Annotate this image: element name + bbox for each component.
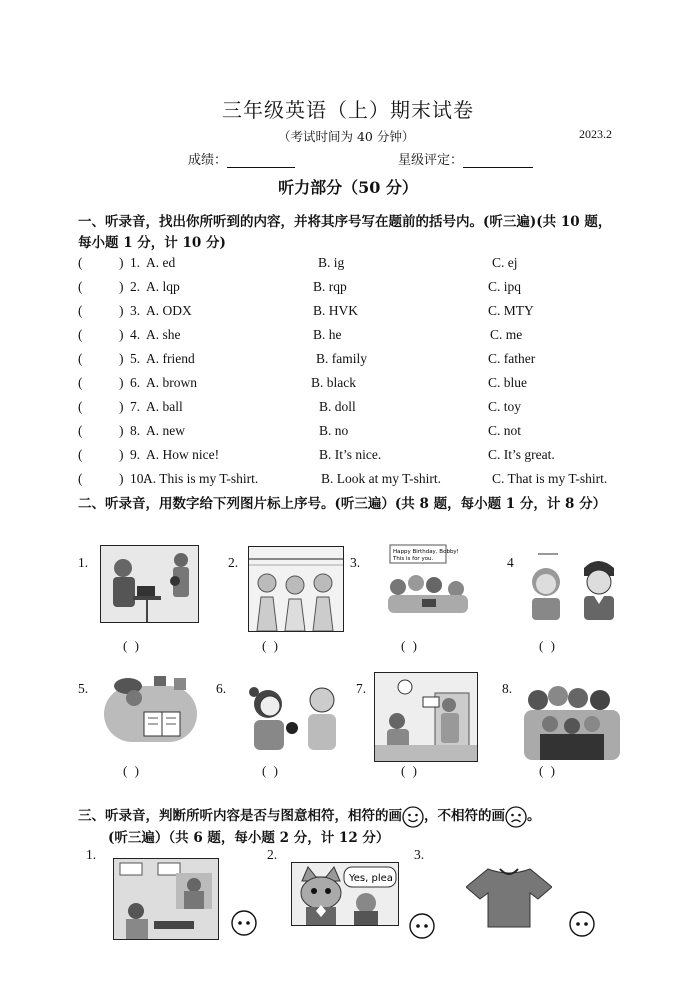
q-close-paren[interactable]: ) [119,279,124,294]
q-open-paren[interactable]: ( [78,327,83,342]
part3-heading-c: 。 [527,808,541,824]
option-a: A. ed [146,255,176,270]
option-c: C. toy [488,399,522,414]
q-close-paren[interactable]: ) [119,375,124,390]
option-a: A. new [146,423,185,438]
option-a: A. lqp [146,279,180,294]
q-open-paren[interactable]: ( [78,351,83,366]
part1-heading: 一、听录音，找出你所听到的内容，并将其序号写在题前的括号内。(听三遍)(共 10 题， [78,214,612,230]
q-close-paren[interactable]: ) [119,471,124,486]
score-field[interactable] [188,149,295,168]
exam-date: 2023.2 [579,127,612,141]
question-number: 3. [130,303,141,318]
part1-heading-2: 每小题 1 分，计 10 分) [78,235,226,251]
option-b: B. It’s nice. [319,447,382,462]
option-a: A. brown [146,375,197,390]
part2-heading: 二、听录音，用数字给下列图片标上序号。(听三遍）(共 8 题，每小题 1 分，计 8 分） [78,496,607,512]
q-open-paren[interactable]: ( [78,303,83,318]
option-b: B. black [311,375,356,390]
option-b: B. HVK [313,303,359,318]
pic-number-3: 3. [350,555,361,570]
rating-blank[interactable] [463,155,533,168]
q-open-paren[interactable]: ( [78,279,83,294]
cat-speech-bubble: Yes, plea [349,873,393,884]
q-open-paren[interactable]: ( [78,447,83,462]
judge-picture-2 [291,862,399,926]
answer-blank-2[interactable]: ( ) [262,638,280,653]
q-open-paren[interactable]: ( [78,255,83,270]
picture-7 [374,672,478,762]
smile-face-icon [402,806,424,828]
rating-label: 星级评定： [398,153,464,168]
q-close-paren[interactable]: ) [119,399,124,414]
option-a: A. How nice! [146,447,220,462]
party-bubble-line1: Happy Birthday, Bobby! [393,549,459,555]
answer-blank-1[interactable]: ( ) [123,638,141,653]
option-c: C. MTY [488,303,534,318]
q-close-paren[interactable]: ) [119,447,124,462]
part3-heading [78,804,541,828]
option-c: C. That is my T-shirt. [492,471,608,486]
q-close-paren[interactable]: ) [119,303,124,318]
option-b: B. Look at my T-shirt. [321,471,442,486]
option-a: A. ball [146,399,183,414]
part3-heading-b: ，不相符的画 [424,808,505,824]
picture-6 [244,676,340,750]
option-c: C. not [488,423,522,438]
option-c: C. ipq [488,279,522,294]
answer-blank-8[interactable]: ( ) [539,763,557,778]
question-number: 7. [130,399,141,414]
party-bubble-line2: This is for you. [393,556,434,562]
picture-2 [248,546,344,632]
exam-duration: （考试时间为 40 分钟） [278,129,415,144]
pic-number-7: 7. [356,681,367,696]
pic-number-2: 2. [228,555,239,570]
pic-number-5: 5. [78,681,89,696]
answer-blank-3[interactable]: ( ) [401,638,419,653]
option-b: B. no [319,423,349,438]
question-number: 9. [130,447,141,462]
judge-number-2: 2. [267,847,278,862]
question-number: 8. [130,423,141,438]
answer-blank-7[interactable]: ( ) [401,763,419,778]
option-c: C. It’s great. [488,447,555,462]
picture-1 [100,545,199,623]
option-b: B. family [316,351,367,366]
pic-number-6: 6. [216,681,227,696]
sad-face-icon [505,806,527,828]
option-b: B. doll [319,399,356,414]
option-b: B. rqp [313,279,347,294]
q-open-paren[interactable]: ( [78,423,83,438]
answer-blank-5[interactable]: ( ) [123,763,141,778]
q-open-paren[interactable]: ( [78,471,83,486]
q-open-paren[interactable]: ( [78,399,83,414]
picture-5 [104,672,197,748]
q-close-paren[interactable]: ) [119,351,124,366]
judge-number-3: 3. [414,847,425,862]
option-c: C. father [488,351,536,366]
part3-heading-a: 三、听录音，判断所听内容是否与图意相符，相符的画 [78,808,402,824]
q-close-paren[interactable]: ) [119,423,124,438]
pic-number-4: 4 [507,555,514,570]
judge-picture-3 [466,865,552,931]
q-close-paren[interactable]: ) [119,255,124,270]
question-number: 2. [130,279,141,294]
rating-field[interactable] [398,149,533,168]
answer-blank-6[interactable]: ( ) [262,763,280,778]
answer-face-1-icon[interactable] [231,910,257,936]
question-number: 4. [130,327,141,342]
score-blank[interactable] [227,155,295,168]
option-b: B. he [313,327,342,342]
picture-8 [520,680,624,760]
option-c: C. ej [492,255,518,270]
option-c: C. blue [488,375,527,390]
listening-section-title: 听力部分（50 分） [278,178,418,197]
question-number: 5. [130,351,141,366]
pic-number-1: 1. [78,555,89,570]
score-label: 成绩： [188,153,228,168]
exam-title: 三年级英语（上）期末试卷 [222,98,474,122]
option-a: A. This is my T-shirt. [143,471,259,486]
question-number: 6. [130,375,141,390]
picture-3 [380,543,476,619]
question-number: 10. [130,471,147,486]
answer-face-3-icon[interactable] [569,911,595,937]
pic-number-8: 8. [502,681,513,696]
picture-4 [518,546,624,620]
q-close-paren[interactable]: ) [119,327,124,342]
judge-number-1: 1. [86,847,97,862]
q-open-paren[interactable]: ( [78,375,83,390]
judge-picture-1 [113,858,219,940]
question-number: 1. [130,255,141,270]
answer-face-2-icon[interactable] [409,913,435,939]
option-c: C. me [490,327,523,342]
option-a: A. she [146,327,181,342]
answer-blank-4[interactable]: ( ) [539,638,557,653]
option-a: A. ODX [146,303,192,318]
option-a: A. friend [146,351,195,366]
option-b: B. ig [318,255,345,270]
part3-heading-2: (听三遍）（共 6 题，每小题 2 分，计 12 分） [108,830,390,846]
